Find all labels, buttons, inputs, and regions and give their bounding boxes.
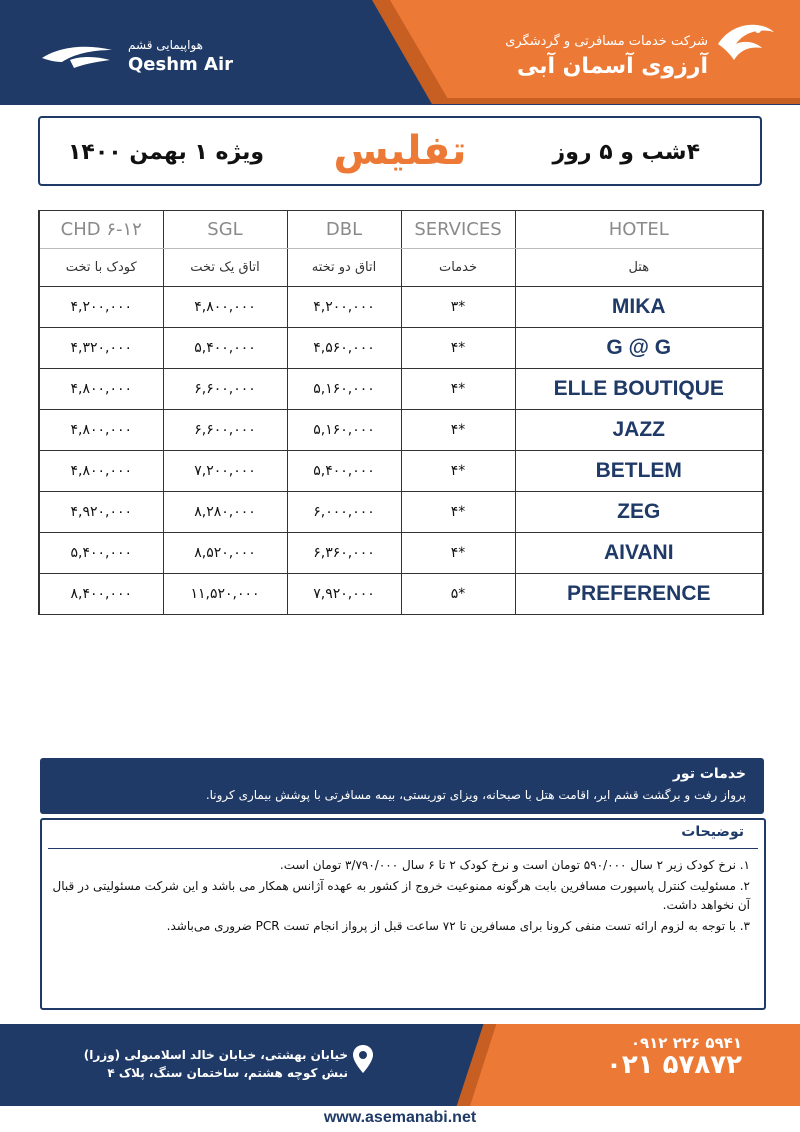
cell-services: ۴* — [401, 533, 515, 574]
cell-chd: ۴,۳۲۰,۰۰۰ — [39, 328, 163, 369]
cell-hotel: G @ G — [515, 328, 763, 369]
note-item: ۳. با توجه به لزوم ارائه تست منفی کرونا برای مسافرین تا ۷۲ ساعت قبل از پرواز انجام تست PCR ضروری می‌باشد. — [166, 919, 750, 933]
tour-duration: ۴شب و ۵ روز — [552, 140, 700, 165]
cell-dbl: ۴,۲۰۰,۰۰۰ — [287, 287, 401, 328]
tour-date: ویژه ۱ بهمن ۱۴۰۰ — [68, 140, 265, 165]
table-header-fa — [39, 249, 763, 287]
cell-hotel: MIKA — [515, 287, 763, 328]
tour-title-box — [38, 116, 762, 186]
cell-chd: ۴,۸۰۰,۰۰۰ — [39, 410, 163, 451]
notes-divider — [48, 848, 758, 849]
bird-logo-icon — [714, 14, 778, 78]
table-row — [39, 369, 763, 410]
header-dbl: DBL — [287, 211, 401, 249]
notes-panel — [40, 818, 766, 1010]
cell-sgl: ۸,۲۸۰,۰۰۰ — [163, 492, 287, 533]
cell-hotel: ELLE BOUTIQUE — [515, 369, 763, 410]
note-item: ۲. مسئولیت کنترل پاسپورت مسافرین بابت هرگونه ممنوعیت خروج از کشور به عهده آژانس همکار می باشد و این شرکت مسئولیتی در قبال آن نخواهد داشت. — [52, 879, 750, 912]
agency-name: آرزوی آسمان آبی — [516, 54, 708, 79]
cell-chd: ۴,۲۰۰,۰۰۰ — [39, 287, 163, 328]
table-row — [39, 287, 763, 328]
address-line-1: خیابان بهشتی، خیابان خالد اسلامبولی (وزرا) — [83, 1048, 348, 1062]
header-chd: CHD ۶-۱۲ — [39, 211, 163, 249]
table-header-en — [39, 211, 763, 249]
cell-dbl: ۴,۵۶۰,۰۰۰ — [287, 328, 401, 369]
cell-chd: ۵,۴۰۰,۰۰۰ — [39, 533, 163, 574]
cell-chd: ۴,۹۲۰,۰۰۰ — [39, 492, 163, 533]
tour-services-panel — [40, 758, 764, 814]
table-row — [39, 451, 763, 492]
cell-sgl: ۵,۴۰۰,۰۰۰ — [163, 328, 287, 369]
airline-name-en: Qeshm Air — [128, 54, 234, 75]
hotel-rates-table — [38, 210, 764, 615]
cell-sgl: ۸,۵۲۰,۰۰۰ — [163, 533, 287, 574]
location-pin-icon — [352, 1044, 374, 1074]
table-row — [39, 574, 763, 615]
notes-title: توضیحات — [681, 824, 744, 840]
table-row — [39, 328, 763, 369]
header-sgl: SGL — [163, 211, 287, 249]
cell-sgl: ۴,۸۰۰,۰۰۰ — [163, 287, 287, 328]
cell-chd: ۴,۸۰۰,۰۰۰ — [39, 451, 163, 492]
cell-hotel: JAZZ — [515, 410, 763, 451]
cell-hotel: AIVANI — [515, 533, 763, 574]
header-services-fa: خدمات — [401, 249, 515, 287]
cell-chd: ۸,۴۰۰,۰۰۰ — [39, 574, 163, 615]
cell-dbl: ۵,۴۰۰,۰۰۰ — [287, 451, 401, 492]
airline-name-fa: هواپیمایی قشم — [128, 38, 203, 52]
cell-sgl: ۶,۶۰۰,۰۰۰ — [163, 369, 287, 410]
phone-mobile[interactable]: ۰۹۱۲ ۲۲۶ ۵۹۴۱ — [630, 1034, 742, 1052]
cell-dbl: ۷,۹۲۰,۰۰۰ — [287, 574, 401, 615]
notes-list — [50, 856, 750, 938]
cell-services: ۳* — [401, 287, 515, 328]
cell-sgl: ۶,۶۰۰,۰۰۰ — [163, 410, 287, 451]
cell-dbl: ۶,۰۰۰,۰۰۰ — [287, 492, 401, 533]
cell-services: ۴* — [401, 328, 515, 369]
services-text: پرواز رفت و برگشت قشم ایر، اقامت هتل با صبحانه، ویزای توریستی، بیمه مسافرتی با پوشش بیماری کرونا. — [205, 788, 746, 802]
header-sgl-fa: اتاق یک تخت — [163, 249, 287, 287]
header-hotel-fa: هتل — [515, 249, 763, 287]
cell-dbl: ۶,۳۶۰,۰۰۰ — [287, 533, 401, 574]
cell-services: ۴* — [401, 369, 515, 410]
airline-logo-icon — [40, 40, 114, 70]
cell-hotel: ZEG — [515, 492, 763, 533]
cell-chd: ۴,۸۰۰,۰۰۰ — [39, 369, 163, 410]
cell-sgl: ۷,۲۰۰,۰۰۰ — [163, 451, 287, 492]
header-services: SERVICES — [401, 211, 515, 249]
services-title: خدمات تور — [672, 766, 746, 782]
table-row — [39, 492, 763, 533]
cell-services: ۴* — [401, 492, 515, 533]
website-link[interactable]: www.asemanabi.net — [323, 1109, 477, 1126]
cell-hotel: BETLEM — [515, 451, 763, 492]
header-hotel: HOTEL — [515, 211, 763, 249]
address-line-2: نبش کوچه هشتم، ساختمان سنگ، پلاک ۴ — [107, 1066, 348, 1080]
header-dbl-fa: اتاق دو تخته — [287, 249, 401, 287]
tour-destination: تفلیس — [333, 128, 467, 174]
table-row — [39, 533, 763, 574]
phone-landline[interactable]: ۰۲۱ ۵۷۸۷۲ — [605, 1050, 742, 1080]
cell-dbl: ۵,۱۶۰,۰۰۰ — [287, 410, 401, 451]
cell-sgl: ۱۱,۵۲۰,۰۰۰ — [163, 574, 287, 615]
agency-subtitle: شرکت خدمات مسافرتی و گردشگری — [505, 34, 708, 49]
table-row — [39, 410, 763, 451]
header-chd-fa: کودک با تخت — [39, 249, 163, 287]
cell-dbl: ۵,۱۶۰,۰۰۰ — [287, 369, 401, 410]
cell-services: ۴* — [401, 451, 515, 492]
cell-services: ۵* — [401, 574, 515, 615]
cell-hotel: PREFERENCE — [515, 574, 763, 615]
cell-services: ۴* — [401, 410, 515, 451]
note-item: ۱. نرخ کودک زیر ۲ سال ۵۹۰/۰۰۰ تومان است و نرخ کودک ۲ تا ۶ سال ۳/۷۹۰/۰۰۰ تومان است. — [279, 858, 750, 872]
